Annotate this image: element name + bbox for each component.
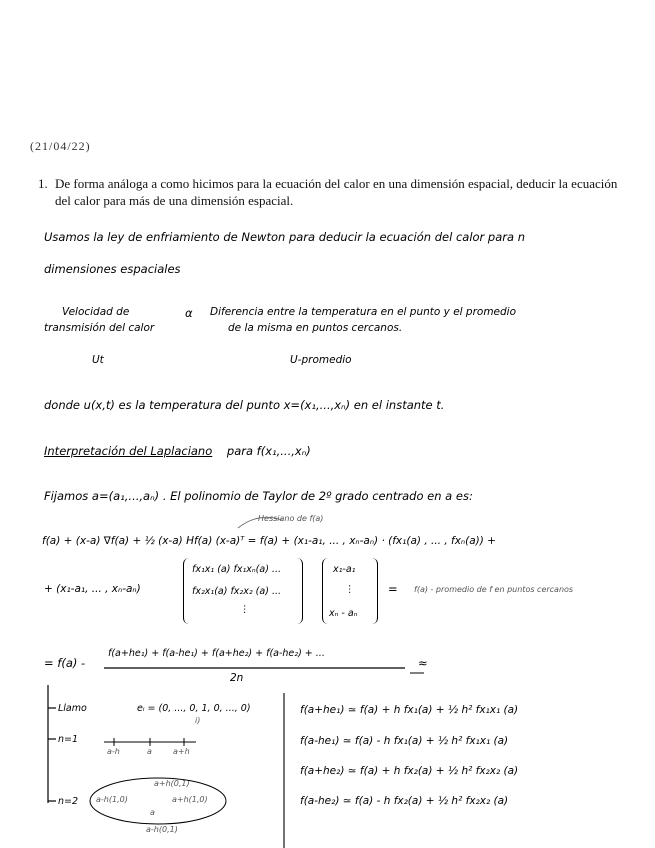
n1-label: n=1 bbox=[58, 734, 79, 745]
where-line: donde u(x,t) es la temperatura del punto x=(x₁,...,xₙ) en el instante t. bbox=[44, 398, 445, 412]
n2-label: n=2 bbox=[58, 796, 79, 807]
equals-sign: = bbox=[388, 582, 398, 596]
approx-3: f(a+he₂) ≃ f(a) + h fx₂(a) + ½ h² fx₂x₂ (a) bbox=[300, 765, 519, 777]
difference-vector bbox=[322, 558, 378, 624]
approx-1: f(a+he₁) ≃ f(a) + h fx₁(a) + ½ h² fx₁x₁ (a) bbox=[300, 704, 519, 716]
question-number: 1. bbox=[38, 176, 48, 191]
velocity-line-2: transmisión del calor bbox=[44, 322, 155, 334]
n2-top: a+h(0,1) bbox=[154, 779, 190, 788]
matrix-row-1: fx₁x₁ (a) fx₁xₙ(a) ... bbox=[192, 564, 281, 575]
call-label: Llamo bbox=[58, 703, 87, 714]
intro-line-2: dimensiones espaciales bbox=[44, 262, 181, 276]
n2-right: a+h(1,0) bbox=[172, 795, 208, 804]
difference-line-1: Diferencia entre la temperatura en el punto y el promedio bbox=[210, 306, 517, 318]
laplacian-line bbox=[44, 444, 311, 458]
hessian-label: Hessiano de f(a) bbox=[258, 514, 324, 523]
ei-definition: eᵢ = (0, ..., 0, 1, 0, ..., 0) bbox=[137, 703, 251, 714]
approx-2: f(a-he₁) ≃ f(a) - h fx₁(a) + ½ h² fx₁x₁ (a) bbox=[300, 735, 509, 747]
fix-line: Fijamos a=(a₁,...,aₙ) . El polinomio de Taylor de 2º grado centrado en a es: bbox=[44, 489, 473, 503]
proportional-symbol: α bbox=[185, 306, 193, 320]
n1-right: a+h bbox=[173, 747, 190, 756]
question-text: De forma análoga a como hicimos para la ecuación del calor en una dimensión espacial, deducir la ecuación del calor para más de una dimensión espacial. bbox=[55, 176, 618, 208]
big-numerator: f(a+he₁) + f(a-he₁) + f(a+he₂) + f(a-he₂) + ... bbox=[108, 648, 325, 659]
difference-line-2: de la misma en puntos cercanos. bbox=[228, 322, 403, 334]
velocity-line-1: Velocidad de bbox=[62, 306, 130, 318]
approx-mark: ≈ bbox=[418, 656, 428, 670]
laplacian-title: Interpretación del Laplaciano bbox=[44, 444, 213, 458]
ei-index: i) bbox=[195, 716, 201, 725]
matrix-row-2: fx₂x₁(a) fx₂x₂ (a) ... bbox=[192, 586, 281, 597]
approx-4: f(a-he₂) ≃ f(a) - h fx₂(a) + ½ h² fx₂x₂ (a) bbox=[300, 795, 509, 807]
date: (21/04/22) bbox=[30, 139, 91, 153]
vector-row-1: x₁-a₁ bbox=[333, 564, 356, 575]
n1-left: a-h bbox=[107, 747, 120, 756]
vector-row-2: ⋮ bbox=[345, 584, 355, 595]
intro-line-1: Usamos la ley de enfriamiento de Newton para deducir la ecuación del calor para n bbox=[44, 230, 525, 244]
taylor-line: f(a) + (x-a) ∇f(a) + ½ (x-a) Hf(a) (x-a)ᵀ = f(a) + (x₁-a₁, ... , xₙ-aₙ) · (fx₁(a) , ... , fxₙ(a)) + bbox=[42, 535, 496, 547]
plus-vector: + (x₁-a₁, ... , xₙ-aₙ) bbox=[44, 583, 141, 595]
n2-center: a bbox=[150, 808, 155, 817]
laplacian-rest: para f(x₁,...,xₙ) bbox=[226, 444, 311, 458]
n2-left: a-h(1,0) bbox=[96, 795, 128, 804]
u-promedio-label: U-promedio bbox=[290, 354, 352, 366]
hessian-matrix bbox=[183, 558, 303, 624]
big-denominator: 2n bbox=[230, 672, 244, 684]
ut-label: Ut bbox=[92, 354, 104, 366]
big-lhs: = f(a) - bbox=[44, 656, 86, 670]
n1-mid: a bbox=[147, 747, 152, 756]
vector-row-3: xₙ - aₙ bbox=[329, 608, 358, 619]
matrix-row-3: ⋮ bbox=[240, 604, 250, 615]
n2-bottom: a-h(0,1) bbox=[146, 825, 178, 834]
promedio-note: f(a) - promedio de f en puntos cercanos bbox=[414, 585, 574, 594]
